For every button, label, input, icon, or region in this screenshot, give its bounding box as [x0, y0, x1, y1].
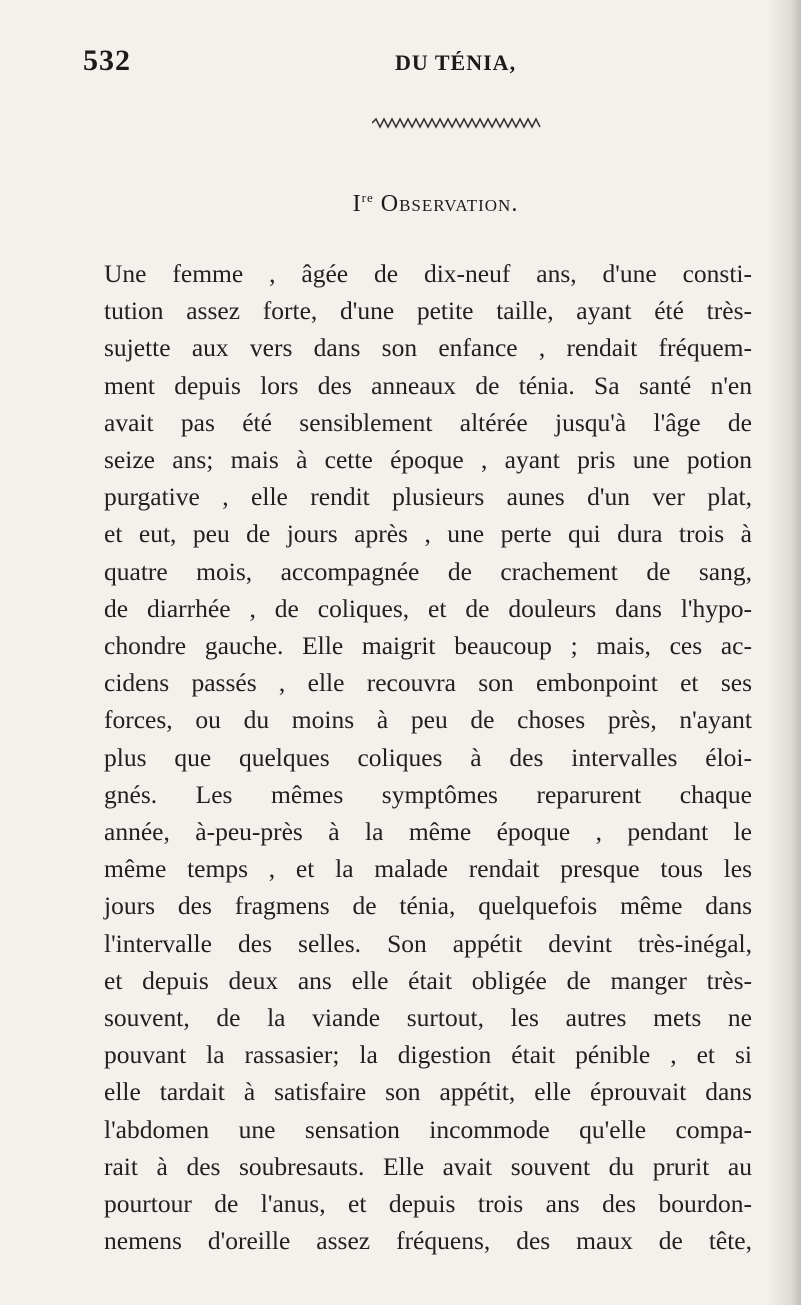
- text-line: forces, ou du moins à peu de choses près, n'ayant: [104, 705, 752, 735]
- section-heading: [0, 190, 801, 218]
- text-line: chondre gauche. Elle maigrit beaucoup ; mais, ces ac-: [104, 631, 752, 661]
- text-line: souvent, de la viande surtout, les autres mets ne: [104, 1003, 752, 1033]
- running-head: DU TÉNIA,: [395, 50, 517, 75]
- text-line: cidens passés , elle recouvra son embonpoint et ses: [104, 668, 752, 698]
- text-line: Une femme , âgée de dix-neuf ans, d'une consti-: [104, 259, 752, 288]
- text-line: nemens d'oreille assez fréquens, des maux de tête,: [104, 1226, 752, 1256]
- text-line: quatre mois, accompagnée de crachement de sang,: [104, 556, 752, 586]
- text-line: seize ans; mais à cette époque , ayant pris une potion: [104, 445, 752, 475]
- text-line: l'abdomen une sensation incommode qu'elle compa-: [104, 1114, 752, 1144]
- text-line: et eut, peu de jours après , une perte qui dura trois à: [104, 519, 752, 549]
- text-line: tution assez forte, d'une petite taille, ayant été très-: [104, 296, 752, 326]
- text-line: ment depuis lors des anneaux de ténia. Sa santé n'en: [104, 370, 752, 400]
- text-line: pouvant la rassasier; la digestion était pénible , et si: [104, 1040, 752, 1070]
- text-line: rait à des soubresauts. Elle avait souvent du prurit au: [104, 1151, 752, 1181]
- text-line: et depuis deux ans elle était obligée de manger très-: [104, 965, 752, 995]
- text-line: de diarrhée , de coliques, et de douleurs dans l'hypo-: [104, 593, 752, 623]
- text-line: même temps , et la malade rendait presque tous les: [104, 854, 752, 884]
- body-paragraph: [104, 255, 752, 1259]
- text-line: gnés. Les mêmes symptômes reparurent chaque: [104, 779, 752, 809]
- heading-number: I: [352, 191, 362, 217]
- text-line: purgative , elle rendit plusieurs aunes d'un ver plat,: [104, 482, 752, 512]
- text-line: avait pas été sensiblement altérée jusqu'à l'âge de: [104, 407, 752, 437]
- page-header: [0, 44, 801, 84]
- heading-number-superscript: re: [361, 190, 374, 205]
- text-line: jours des fragmens de ténia, quelquefois même dans: [104, 891, 752, 921]
- text-line: pourtour de l'anus, et depuis trois ans des bourdon-: [104, 1189, 752, 1219]
- decorative-rule-ornament: [372, 116, 542, 130]
- text-line: plus que quelques coliques à des intervalles éloi-: [104, 742, 752, 772]
- text-line: l'intervalle des selles. Son appétit devint très-inégal,: [104, 928, 752, 958]
- text-line: sujette aux vers dans son enfance , rendait fréquem-: [104, 333, 752, 363]
- text-line: elle tardait à satisfaire son appétit, elle éprouvait dans: [104, 1077, 752, 1107]
- page-number: 532: [83, 44, 131, 77]
- heading-title: Observation.: [380, 191, 519, 217]
- text-line: année, à-peu-près à la même époque , pendant le: [104, 817, 752, 847]
